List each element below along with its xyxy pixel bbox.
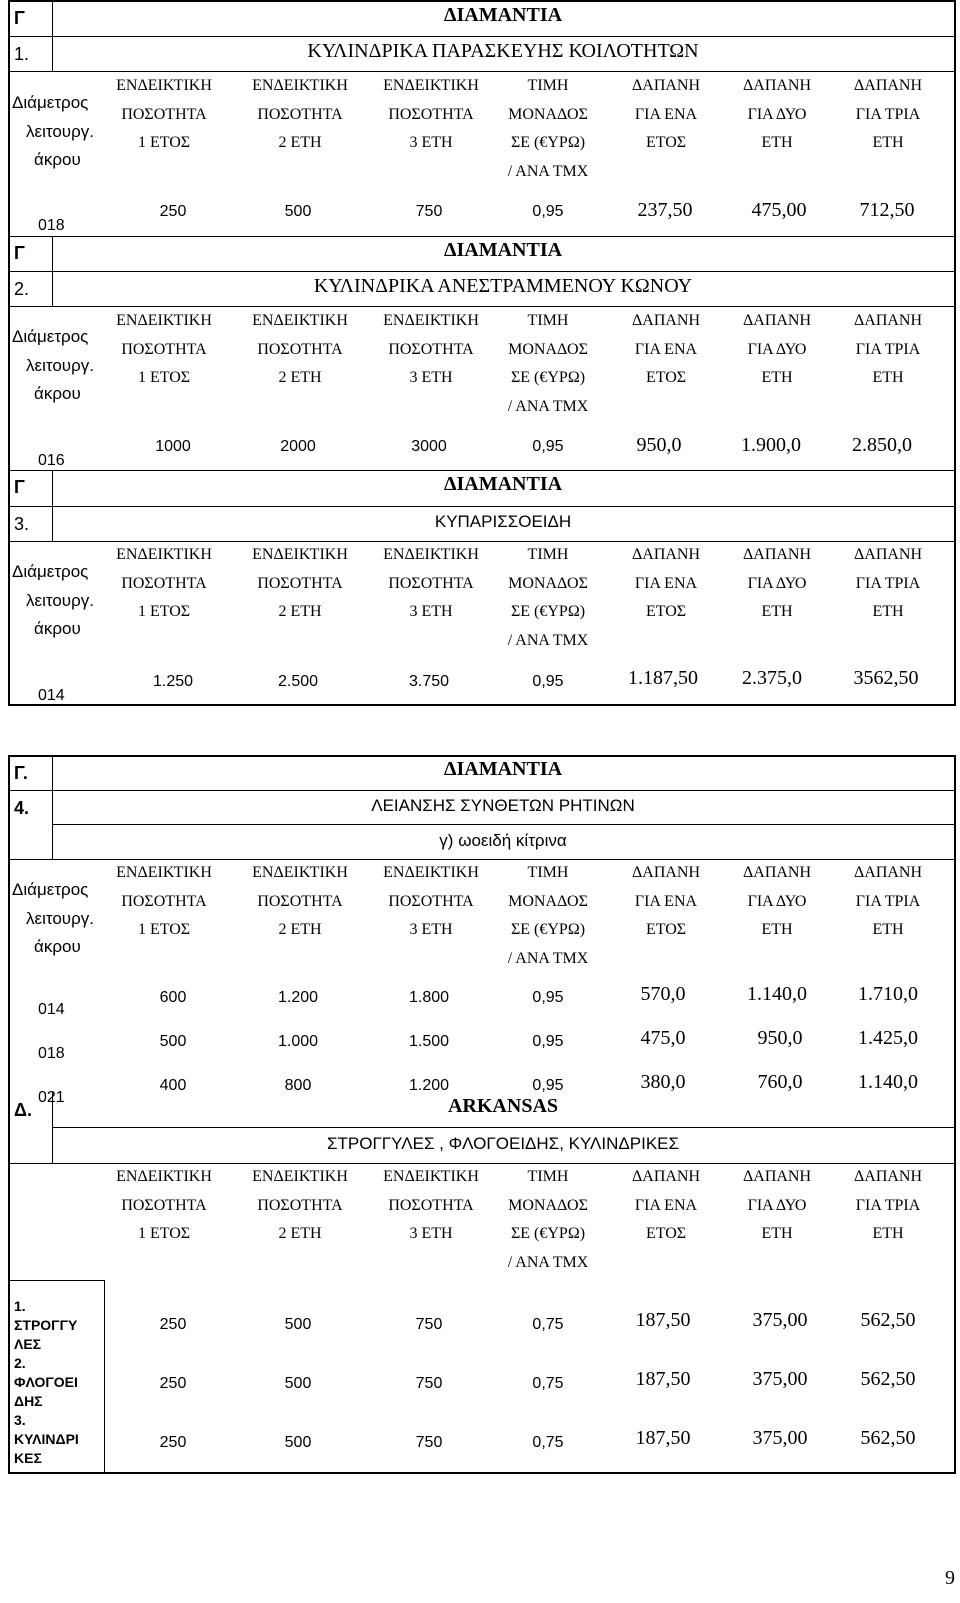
row-qty-3: 1.500 [408, 1033, 450, 1050]
col-header-qty-3: ΕΝΔΕΙΚΤΙΚΗ ΠΟΣΟΤΗΤΑ 3 ΕΤΗ [383, 77, 479, 151]
row-cost-2: 375,00 [752, 1309, 808, 1331]
row-price: 0,95 [532, 1077, 564, 1094]
row-qty-3: 750 [415, 1434, 443, 1451]
col-header-cost-1: ΔΑΠΑΝΗ ΓΙΑ ΕΝΑ ΕΤΟΣ [631, 864, 701, 938]
row-cost-3: 2.850,0 [852, 434, 912, 456]
col-header-cost-3: ΔΑΠΑΝΗ ΓΙΑ ΤΡΙΑ ΕΤΗ [853, 77, 923, 151]
top-table [8, 0, 956, 706]
row-qty-1: 250 [159, 1434, 187, 1451]
section-category: ΣΤΡΟΓΓΥΛΕΣ , ΦΛΟΓΟΕΙΔΗΣ, ΚΥΛΙΝΔΡΙΚΕΣ [326, 1134, 680, 1153]
row-cost-1: 187,50 [635, 1368, 691, 1390]
side-header: Διάμετρος λειτουργ. άκρου [12, 327, 94, 403]
section-number: 2. [14, 279, 30, 299]
row-cost-3: 712,50 [859, 199, 915, 221]
side-header: Διάμετρος λειτουργ. άκρου [12, 880, 94, 956]
row-qty-2: 500 [284, 1375, 312, 1392]
section-number: 3. [14, 514, 30, 534]
col-header-cost-1: ΔΑΠΑΝΗ ΓΙΑ ΕΝΑ ΕΤΟΣ [631, 546, 701, 620]
col-header-qty-2: ΕΝΔΕΙΚΤΙΚΗ ΠΟΣΟΤΗΤΑ 2 ΕΤΗ [252, 1168, 348, 1242]
section-category: ΚΥΛΙΝΔΡΙΚΑ ΑΝΕΣΤΡΑΜΜΕΝΟΥ ΚΩΝΟΥ [313, 275, 693, 297]
col-header-qty-1: ΕΝΔΕΙΚΤΙΚΗ ΠΟΣΟΤΗΤΑ 1 ΕΤΟΣ [116, 864, 212, 938]
row-qty-3: 3.750 [408, 673, 450, 690]
bottom-table [8, 755, 956, 1474]
section-category: ΛΕΙΑΝΣΗΣ ΣΥΝΘΕΤΩΝ ΡΗΤΙΝΩΝ [371, 796, 635, 815]
col-header-qty-1: ΕΝΔΕΙΚΤΙΚΗ ΠΟΣΟΤΗΤΑ 1 ΕΤΟΣ [116, 1168, 212, 1242]
row-qty-1: 1000 [155, 438, 191, 455]
col-header-cost-2: ΔΑΠΑΝΗ ΓΙΑ ΔΥΟ ΕΤΗ [742, 1168, 812, 1242]
row-price: 0,75 [532, 1434, 564, 1451]
side-header: Διάμετρος λειτουργ. άκρου [12, 93, 94, 169]
row-cost-3: 3562,50 [853, 667, 919, 689]
row-cost-2: 375,00 [752, 1427, 808, 1449]
section-brand: ΔΙΑΜΑΝΤΙΑ [443, 4, 563, 26]
row-qty-3: 1.800 [408, 989, 450, 1006]
row-cost-3: 1.710,0 [858, 983, 918, 1005]
row-cost-1: 570,0 [640, 983, 686, 1005]
row-size: 018 [38, 217, 65, 234]
page-number: 9 [945, 1567, 955, 1589]
row-cost-2: 1.140,0 [747, 983, 807, 1005]
col-header-qty-1: ΕΝΔΕΙΚΤΙΚΗ ΠΟΣΟΤΗΤΑ 1 ΕΤΟΣ [116, 546, 212, 620]
col-header-cost-2: ΔΑΠΑΝΗ ΓΙΑ ΔΥΟ ΕΤΗ [742, 864, 812, 938]
row-size: 016 [38, 452, 65, 469]
row-qty-3: 750 [415, 1375, 443, 1392]
row-qty-2: 800 [284, 1077, 312, 1094]
row-price: 0,75 [532, 1375, 564, 1392]
section-letter: Γ. [14, 763, 28, 783]
side-header: Διάμετρος λειτουργ. άκρου [12, 562, 94, 638]
col-header-cost-3: ΔΑΠΑΝΗ ΓΙΑ ΤΡΙΑ ΕΤΗ [853, 1168, 923, 1242]
row-cost-3: 1.425,0 [858, 1027, 918, 1049]
col-header-qty-3: ΕΝΔΕΙΚΤΙΚΗ ΠΟΣΟΤΗΤΑ 3 ΕΤΗ [383, 1168, 479, 1242]
row-cost-2: 375,00 [752, 1368, 808, 1390]
row-qty-1: 250 [159, 203, 187, 220]
row-qty-1: 600 [159, 989, 187, 1006]
row-qty-1: 250 [159, 1316, 187, 1333]
row-size: 014 [38, 687, 65, 704]
col-header-unit-price: ΤΙΜΗ ΜΟΝΑΔΟΣ ΣΕ (€ΥΡΩ) / ΑΝΑ ΤΜΧ [507, 312, 589, 415]
col-header-qty-2: ΕΝΔΕΙΚΤΙΚΗ ΠΟΣΟΤΗΤΑ 2 ΕΤΗ [252, 864, 348, 938]
col-header-qty-3: ΕΝΔΕΙΚΤΙΚΗ ΠΟΣΟΤΗΤΑ 3 ΕΤΗ [383, 864, 479, 938]
row-qty-3: 1.200 [408, 1077, 450, 1094]
section-letter: Δ. [14, 1100, 32, 1120]
col-header-cost-3: ΔΑΠΑΝΗ ΓΙΑ ΤΡΙΑ ΕΤΗ [853, 312, 923, 386]
col-header-cost-2: ΔΑΠΑΝΗ ΓΙΑ ΔΥΟ ΕΤΗ [742, 546, 812, 620]
col-header-cost-2: ΔΑΠΑΝΗ ΓΙΑ ΔΥΟ ΕΤΗ [742, 77, 812, 151]
col-header-cost-1: ΔΑΠΑΝΗ ΓΙΑ ΕΝΑ ΕΤΟΣ [631, 312, 701, 386]
row-qty-2: 2000 [280, 438, 316, 455]
row-qty-3: 3000 [411, 438, 447, 455]
row-qty-1: 400 [159, 1077, 187, 1094]
row-cost-1: 187,50 [635, 1309, 691, 1331]
section-letter: Γ [14, 477, 25, 497]
section-brand: ΔΙΑΜΑΝΤΙΑ [443, 473, 563, 495]
row-cost-1: 380,0 [640, 1071, 686, 1093]
row-cost-1: 1.187,50 [628, 667, 698, 689]
row-qty-3: 750 [415, 203, 443, 220]
section-letter: Γ [14, 8, 25, 28]
row-cost-3: 562,50 [860, 1309, 916, 1331]
col-header-qty-2: ΕΝΔΕΙΚΤΙΚΗ ΠΟΣΟΤΗΤΑ 2 ΕΤΗ [252, 312, 348, 386]
row-cost-2: 760,0 [757, 1071, 803, 1093]
row-price: 0,75 [532, 1316, 564, 1333]
col-header-qty-2: ΕΝΔΕΙΚΤΙΚΗ ΠΟΣΟΤΗΤΑ 2 ΕΤΗ [252, 77, 348, 151]
row-size: 018 [38, 1045, 65, 1062]
row-qty-1: 250 [159, 1375, 187, 1392]
col-header-unit-price: ΤΙΜΗ ΜΟΝΑΔΟΣ ΣΕ (€ΥΡΩ) / ΑΝΑ ΤΜΧ [507, 77, 589, 180]
col-header-cost-3: ΔΑΠΑΝΗ ΓΙΑ ΤΡΙΑ ΕΤΗ [853, 546, 923, 620]
row-qty-2: 500 [284, 203, 312, 220]
row-price: 0,95 [532, 203, 564, 220]
section-letter: Γ [14, 243, 25, 263]
row-price: 0,95 [532, 1033, 564, 1050]
row-qty-2: 500 [284, 1316, 312, 1333]
row-cost-3: 562,50 [860, 1427, 916, 1449]
col-header-qty-1: ΕΝΔΕΙΚΤΙΚΗ ΠΟΣΟΤΗΤΑ 1 ΕΤΟΣ [116, 312, 212, 386]
col-header-cost-1: ΔΑΠΑΝΗ ΓΙΑ ΕΝΑ ΕΤΟΣ [631, 1168, 701, 1242]
section-brand: ARKANSAS [447, 1095, 559, 1117]
row-cost-1: 187,50 [635, 1427, 691, 1449]
row-qty-1: 1.250 [152, 673, 194, 690]
col-header-cost-2: ΔΑΠΑΝΗ ΓΙΑ ΔΥΟ ΕΤΗ [742, 312, 812, 386]
row-qty-3: 750 [415, 1316, 443, 1333]
section-subcategory: γ) ωοειδή κίτρινα [439, 831, 567, 850]
row-qty-1: 500 [159, 1033, 187, 1050]
row-size: 014 [38, 1001, 65, 1018]
row-cost-2: 950,0 [757, 1027, 803, 1049]
row-cost-3: 1.140,0 [858, 1071, 918, 1093]
row-price: 0,95 [532, 989, 564, 1006]
col-header-qty-3: ΕΝΔΕΙΚΤΙΚΗ ΠΟΣΟΤΗΤΑ 3 ΕΤΗ [383, 312, 479, 386]
col-header-unit-price: ΤΙΜΗ ΜΟΝΑΔΟΣ ΣΕ (€ΥΡΩ) / ΑΝΑ ΤΜΧ [507, 1168, 589, 1271]
col-header-qty-1: ΕΝΔΕΙΚΤΙΚΗ ΠΟΣΟΤΗΤΑ 1 ΕΤΟΣ [116, 77, 212, 151]
row-price: 0,95 [532, 673, 564, 690]
col-header-unit-price: ΤΙΜΗ ΜΟΝΑΔΟΣ ΣΕ (€ΥΡΩ) / ΑΝΑ ΤΜΧ [507, 864, 589, 967]
section-category: ΚΥΠΑΡΙΣΣΟΕΙΔΗ [434, 512, 572, 531]
side-items-list: 1. ΣΤΡΟΓΓΥ ΛΕΣ 2. ΦΛΟΓΟΕΙ ΔΗΣ 3. ΚΥΛΙΝΔΡΙ ΚΕΣ [14, 1298, 79, 1466]
row-cost-2: 1.900,0 [741, 434, 801, 456]
row-price: 0,95 [532, 438, 564, 455]
row-cost-1: 475,0 [640, 1027, 686, 1049]
col-header-cost-1: ΔΑΠΑΝΗ ΓΙΑ ΕΝΑ ΕΤΟΣ [631, 77, 701, 151]
col-header-qty-3: ΕΝΔΕΙΚΤΙΚΗ ΠΟΣΟΤΗΤΑ 3 ΕΤΗ [383, 546, 479, 620]
section-number: 4. [14, 798, 30, 818]
row-cost-1: 237,50 [637, 199, 693, 221]
row-qty-2: 1.200 [277, 989, 319, 1006]
row-cost-1: 950,0 [636, 434, 682, 456]
row-qty-2: 1.000 [277, 1033, 319, 1050]
row-size: 021 [38, 1089, 65, 1106]
section-brand: ΔΙΑΜΑΝΤΙΑ [443, 239, 563, 261]
section-number: 1. [14, 44, 30, 64]
section-category: ΚΥΛΙΝΔΡΙΚΑ ΠΑΡΑΣΚΕΥΗΣ ΚΟΙΛΟΤΗΤΩΝ [307, 40, 699, 62]
col-header-qty-2: ΕΝΔΕΙΚΤΙΚΗ ΠΟΣΟΤΗΤΑ 2 ΕΤΗ [252, 546, 348, 620]
row-qty-2: 2.500 [277, 673, 319, 690]
row-cost-2: 475,00 [751, 199, 807, 221]
row-qty-2: 500 [284, 1434, 312, 1451]
section-brand: ΔΙΑΜΑΝΤΙΑ [443, 758, 563, 780]
col-header-cost-3: ΔΑΠΑΝΗ ΓΙΑ ΤΡΙΑ ΕΤΗ [853, 864, 923, 938]
row-cost-2: 2.375,0 [742, 667, 802, 689]
row-cost-3: 562,50 [860, 1368, 916, 1390]
col-header-unit-price: ΤΙΜΗ ΜΟΝΑΔΟΣ ΣΕ (€ΥΡΩ) / ΑΝΑ ΤΜΧ [507, 546, 589, 649]
